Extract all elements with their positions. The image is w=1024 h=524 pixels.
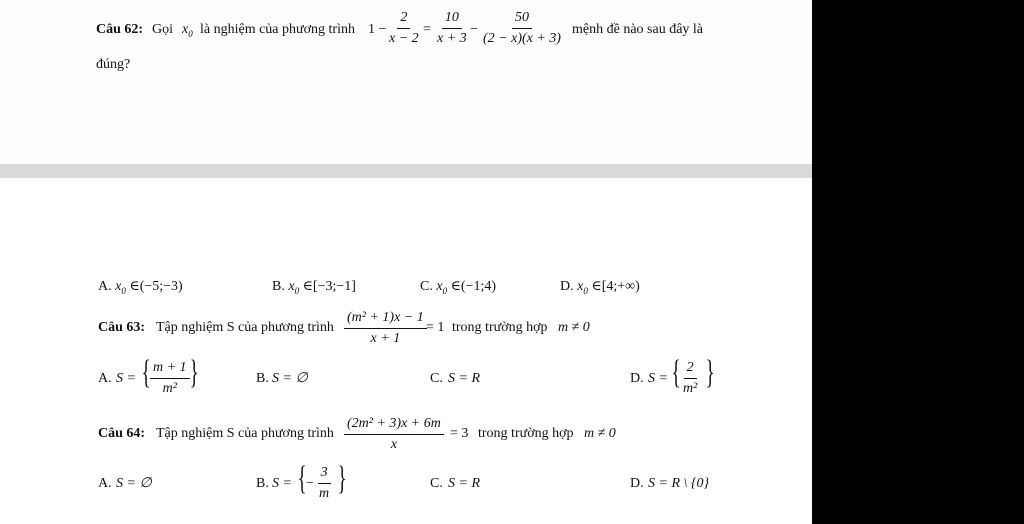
fraction-50-over-product: $\frac{50}{(2 - x)(x + 3)}$ xyxy=(483,10,561,46)
brace-left: { xyxy=(671,354,681,391)
brace-right: } xyxy=(705,354,715,391)
fraction-2-over-x-minus-2: $\frac{2}{x - 2}$ xyxy=(389,10,419,46)
brace-right: } xyxy=(337,460,347,497)
option-63-d-label: D. xyxy=(630,371,644,386)
option-63-a-lhs: S = xyxy=(116,371,136,386)
question-63-condition: m ≠ 0 xyxy=(558,320,590,335)
question-64-text: Tập nghiệm S của phương trình xyxy=(156,426,334,441)
question-64-rhs: = 3 xyxy=(450,426,469,441)
option-64-c-label: C. xyxy=(430,476,443,491)
brace-right: } xyxy=(189,354,199,391)
option-63-d-lhs: S = xyxy=(648,371,668,386)
option-63-d-fraction: $\frac{2}{\text{m²}}$ xyxy=(683,360,698,396)
option-63-c-label: C. xyxy=(430,371,443,386)
option-64-d-label: D. xyxy=(630,476,644,491)
question-64-fraction: $\frac{\text{(2m² + 3)x + 6m}}{x}$ xyxy=(344,416,444,453)
option-64-a: S = ∅ xyxy=(116,476,152,491)
option-64-b-lhs: S = xyxy=(272,476,292,491)
question-62-intro: Gọi xyxy=(152,22,173,37)
question-62-label: Câu 62: xyxy=(96,22,144,37)
option-62-b: B. $x_0$ ∈[−3;−1] xyxy=(272,279,356,296)
question-62-text-continued: mệnh đề nào sau đây là xyxy=(572,22,704,37)
brace-left: { xyxy=(297,460,307,497)
fraction-10-over-x-plus-3: $\frac{10}{x + 3}$ xyxy=(437,10,467,46)
option-63-a-fraction: $\frac{m + 1}{\text{m²}}$ xyxy=(150,360,190,397)
equation-equals: = xyxy=(423,22,431,37)
option-62-c: C. $x_0$ ∈(−1;4) xyxy=(420,279,497,296)
question-63-label: Câu 63: xyxy=(98,320,146,335)
question-62-text: là nghiệm của phương trình xyxy=(200,22,355,37)
question-62-text-end: đúng? xyxy=(96,57,131,72)
equation-term-one: 1 − xyxy=(368,22,387,37)
option-63-a-label: A. xyxy=(98,371,112,386)
page-gap xyxy=(0,164,812,178)
option-62-a: A. $x_0$ ∈(−5;−3) xyxy=(98,279,183,296)
option-62-d: D. $x_0$ ∈[4;+∞) xyxy=(560,279,640,296)
variable-x0: $x_0$ xyxy=(182,22,193,39)
option-64-b-sign: − xyxy=(306,476,314,491)
question-63-text: Tập nghiệm S của phương trình xyxy=(156,320,334,335)
brace-left: { xyxy=(141,354,151,391)
question-63-rhs: = 1 xyxy=(426,320,445,335)
equation-minus: − xyxy=(470,22,478,37)
option-63-b: S = ∅ xyxy=(272,371,308,386)
option-64-b-fraction: $\frac{3}{m}$ xyxy=(319,465,330,501)
option-63-c: S = R xyxy=(448,371,480,386)
question-64-condition-text: trong trường hợp xyxy=(478,426,574,441)
question-63-condition-text: trong trường hợp xyxy=(452,320,548,335)
question-64-condition: m ≠ 0 xyxy=(584,426,616,441)
option-64-c: S = R xyxy=(448,476,480,491)
question-63-fraction: $\frac{\text{(m² + 1)x − 1}}{x + 1}$ xyxy=(344,310,427,347)
question-64-label: Câu 64: xyxy=(98,426,146,441)
option-64-a-label: A. xyxy=(98,476,112,491)
document-page-top xyxy=(0,0,812,164)
option-64-d: S = R \ {0} xyxy=(648,476,710,491)
option-63-b-label: B. xyxy=(256,371,269,386)
option-64-b-label: B. xyxy=(256,476,269,491)
document-page-bottom xyxy=(0,178,812,524)
